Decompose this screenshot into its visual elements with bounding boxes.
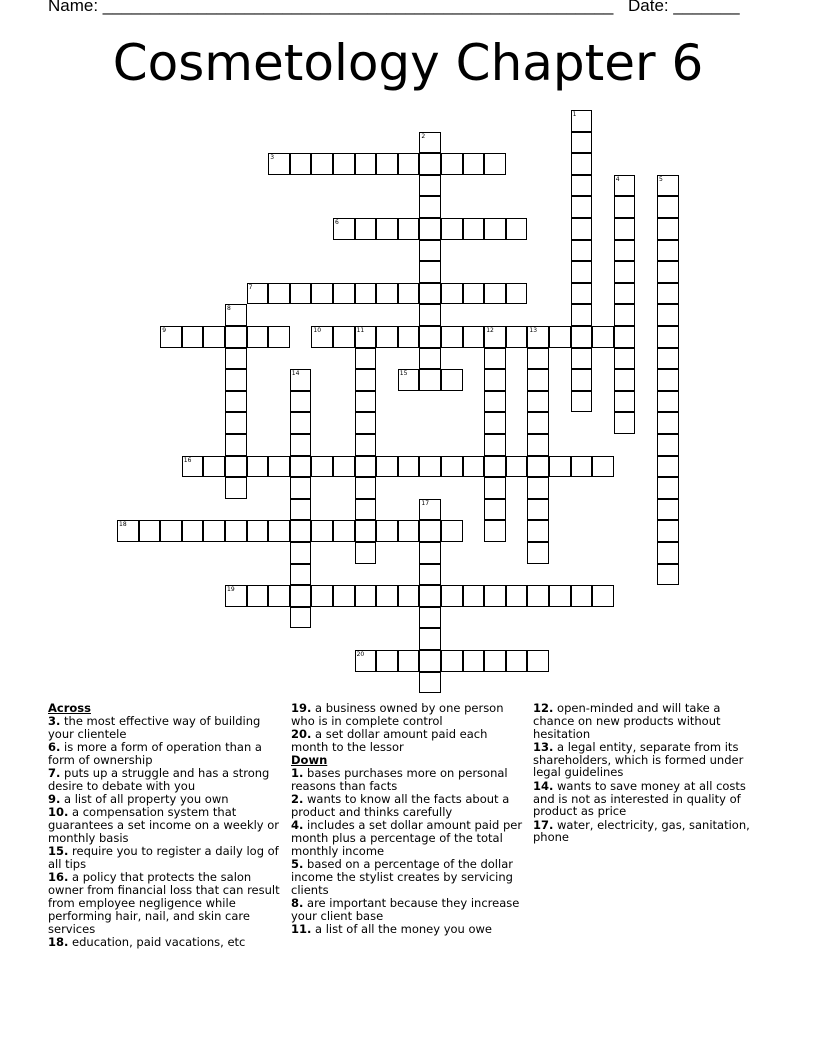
grid-cell[interactable]: [419, 628, 441, 650]
grid-cell[interactable]: [355, 391, 377, 413]
grid-cell[interactable]: [225, 304, 247, 326]
grid-cell[interactable]: [419, 607, 441, 629]
grid-cell[interactable]: [268, 153, 290, 175]
grid-cell[interactable]: [376, 283, 398, 305]
grid-cell[interactable]: [657, 326, 679, 348]
grid-cell[interactable]: [311, 283, 333, 305]
clue-number-8: 8: [227, 305, 231, 313]
grid-cell[interactable]: [441, 326, 463, 348]
clue-number-17: 17: [421, 499, 430, 507]
grid-cell[interactable]: [376, 456, 398, 478]
grid-cell[interactable]: [484, 369, 506, 391]
grid-cell[interactable]: [419, 369, 441, 391]
name-line[interactable]: Name: ______________________________________________________: [48, 0, 614, 15]
grid-cell[interactable]: [398, 326, 420, 348]
across-clue-7: 7. puts up a struggle and has a strong desire to debate with you: [48, 765, 270, 793]
grid-cell[interactable]: [419, 564, 441, 586]
grid-cell[interactable]: [290, 477, 312, 499]
grid-cell[interactable]: [225, 391, 247, 413]
grid-cell[interactable]: [441, 283, 463, 305]
grid-cell[interactable]: [419, 585, 441, 607]
grid-cell[interactable]: [657, 477, 679, 499]
grid-cell[interactable]: [527, 499, 549, 521]
grid-cell[interactable]: [398, 218, 420, 240]
grid-cell[interactable]: [355, 153, 377, 175]
grid-cell[interactable]: [419, 196, 441, 218]
clue-number-12: 12: [486, 327, 494, 334]
grid-cell[interactable]: [398, 456, 420, 478]
grid-cell[interactable]: [182, 326, 204, 348]
grid-cell[interactable]: [614, 218, 636, 240]
grid-cell[interactable]: [463, 283, 485, 305]
grid-cell[interactable]: [247, 585, 269, 607]
grid-cell[interactable]: [657, 196, 679, 218]
across-clue-16: 16. a policy that protects the salon owner from financial loss that can result from employee negligence while performing hair, nail, and skin care services: [48, 870, 280, 936]
clue-number-9: 9: [162, 327, 167, 334]
grid-cell[interactable]: [592, 326, 614, 348]
clue-number-15: 15: [399, 370, 408, 378]
grid-cell[interactable]: [139, 520, 161, 542]
grid-cell[interactable]: [571, 175, 593, 197]
grid-cell[interactable]: [571, 304, 593, 326]
grid-cell[interactable]: [571, 326, 593, 348]
grid-cell[interactable]: [268, 520, 290, 542]
grid-cell[interactable]: [592, 585, 614, 607]
grid-cell[interactable]: [376, 650, 398, 672]
clue-number-1: 1: [572, 111, 577, 118]
grid-cell[interactable]: [614, 196, 636, 218]
grid-cell[interactable]: [268, 283, 290, 305]
grid-cell[interactable]: [376, 585, 398, 607]
grid-cell[interactable]: [268, 326, 290, 348]
grid-cell[interactable]: [484, 434, 506, 456]
grid-cell[interactable]: [441, 218, 463, 240]
grid-cell[interactable]: [398, 585, 420, 607]
grid-cell[interactable]: [571, 218, 593, 240]
down-clue-13: 13. a legal entity, separate from its shareholders, which is formed under legal guidelines: [533, 739, 744, 780]
clue-number-7: 7: [248, 283, 253, 291]
grid-cell[interactable]: [225, 520, 247, 542]
grid-cell[interactable]: [527, 391, 549, 413]
grid-cell[interactable]: [527, 650, 549, 672]
grid-cell[interactable]: [247, 520, 269, 542]
grid-cell[interactable]: [657, 391, 679, 413]
grid-cell[interactable]: [290, 153, 312, 175]
clue-number-2: 2: [421, 132, 426, 140]
grid-cell[interactable]: [657, 369, 679, 391]
grid-cell[interactable]: [657, 434, 679, 456]
grid-cell[interactable]: [441, 650, 463, 672]
grid-cell[interactable]: [268, 456, 290, 478]
grid-cell[interactable]: [484, 520, 506, 542]
grid-cell[interactable]: [398, 520, 420, 542]
down-clue-17: 17. water, electricity, gas, sanitation, phone: [533, 817, 750, 845]
grid-cell[interactable]: [203, 456, 225, 478]
grid-cell[interactable]: [484, 153, 506, 175]
grid-cell[interactable]: [484, 218, 506, 240]
grid-cell[interactable]: [311, 520, 333, 542]
grid-cell[interactable]: [527, 326, 549, 348]
grid-cell[interactable]: [592, 456, 614, 478]
clue-number-19: 19: [227, 586, 235, 594]
grid-cell[interactable]: [571, 391, 593, 413]
grid-cell[interactable]: [506, 283, 528, 305]
grid-cell[interactable]: [419, 304, 441, 326]
grid-cell[interactable]: [571, 153, 593, 175]
grid-cell[interactable]: [419, 650, 441, 672]
grid-cell[interactable]: [225, 585, 247, 607]
grid-cell[interactable]: [571, 283, 593, 305]
grid-cell[interactable]: [484, 391, 506, 413]
grid-cell[interactable]: [419, 520, 441, 542]
down-clue-1: 1. bases purchases more on personal reasons than facts: [291, 765, 508, 793]
grid-cell[interactable]: [571, 132, 593, 154]
grid-cell[interactable]: [225, 456, 247, 478]
grid-cell[interactable]: [225, 348, 247, 370]
grid-cell[interactable]: [419, 175, 441, 197]
grid-cell[interactable]: [398, 153, 420, 175]
grid-cell[interactable]: [484, 585, 506, 607]
grid-cell[interactable]: [571, 456, 593, 478]
grid-cell[interactable]: [657, 218, 679, 240]
grid-cell[interactable]: [419, 132, 441, 154]
grid-cell[interactable]: [311, 456, 333, 478]
across-heading: Across: [48, 701, 91, 715]
grid-cell[interactable]: [290, 434, 312, 456]
grid-cell[interactable]: [311, 326, 333, 348]
page-title: Cosmetology Chapter 6: [112, 34, 704, 92]
header: [48, 0, 740, 16]
grid-cell[interactable]: [398, 369, 420, 391]
grid-cell[interactable]: [225, 434, 247, 456]
grid-cell[interactable]: [225, 326, 247, 348]
grid-cell[interactable]: [614, 283, 636, 305]
grid-cell[interactable]: [290, 542, 312, 564]
grid-cell[interactable]: [527, 348, 549, 370]
grid-cell[interactable]: [355, 499, 377, 521]
grid-cell[interactable]: [355, 283, 377, 305]
grid-cell[interactable]: [527, 412, 549, 434]
grid-cell[interactable]: [355, 456, 377, 478]
grid-cell[interactable]: [506, 218, 528, 240]
grid-cell[interactable]: [527, 542, 549, 564]
grid-cell[interactable]: [355, 218, 377, 240]
grid-cell[interactable]: [333, 326, 355, 348]
across-clue-19: 19. a business owned by one person who is in complete control: [291, 701, 504, 728]
grid-cell[interactable]: [614, 261, 636, 283]
grid-cell[interactable]: [247, 456, 269, 478]
grid-cell[interactable]: [355, 650, 377, 672]
down-clue-14: 14. wants to save money at all costs and is not as interested in quality of product as price: [533, 778, 746, 819]
grid-cell[interactable]: [268, 585, 290, 607]
grid-cell[interactable]: [441, 369, 463, 391]
grid-cell[interactable]: [419, 326, 441, 348]
grid-cell[interactable]: [463, 650, 485, 672]
grid-cell[interactable]: [549, 456, 571, 478]
clue-number-3: 3: [270, 154, 275, 162]
grid-cell[interactable]: [290, 520, 312, 542]
grid-cell[interactable]: [463, 585, 485, 607]
grid-cell[interactable]: [506, 650, 528, 672]
grid-cell[interactable]: [571, 369, 593, 391]
grid-cell[interactable]: [484, 650, 506, 672]
grid-cell[interactable]: [484, 477, 506, 499]
clue-number-16: 16: [183, 456, 192, 464]
grid-cell[interactable]: [290, 564, 312, 586]
grid-cell[interactable]: [657, 456, 679, 478]
grid-cell[interactable]: [355, 542, 377, 564]
grid-cell[interactable]: [657, 499, 679, 521]
grid-cell[interactable]: [419, 283, 441, 305]
grid-cell[interactable]: [290, 499, 312, 521]
clue-number-10: 10: [313, 327, 322, 334]
across-clue-20: 20. a set dollar amount paid each month to the lessor: [291, 727, 488, 754]
grid-cell[interactable]: [484, 348, 506, 370]
clue-number-18: 18: [119, 521, 127, 529]
clues-column-1: [48, 702, 284, 949]
clue-number-13: 13: [529, 327, 538, 334]
grid-cell[interactable]: [247, 326, 269, 348]
grid-cell[interactable]: [484, 326, 506, 348]
down-clue-5: 5. based on a percentage of the dollar income the stylist creates by servicing clients: [291, 857, 513, 897]
grid-cell[interactable]: [527, 434, 549, 456]
grid-cell[interactable]: [419, 542, 441, 564]
grid-cell[interactable]: [419, 348, 441, 370]
grid-cell[interactable]: [484, 283, 506, 305]
grid-cell[interactable]: [657, 261, 679, 283]
grid-cell[interactable]: [419, 218, 441, 240]
grid-cell[interactable]: [333, 585, 355, 607]
grid-cell[interactable]: [441, 153, 463, 175]
grid-cell[interactable]: [614, 326, 636, 348]
grid-cell[interactable]: [571, 240, 593, 262]
grid-cell[interactable]: [290, 607, 312, 629]
clue-number-14: 14: [291, 370, 300, 378]
across-clue-6: 6. is more a form of operation than a form of ownership: [48, 739, 262, 767]
grid-cell[interactable]: [484, 412, 506, 434]
grid-cell[interactable]: [484, 456, 506, 478]
grid-cell[interactable]: [247, 283, 269, 305]
grid-cell[interactable]: [333, 153, 355, 175]
grid-cell[interactable]: [614, 240, 636, 262]
grid-cell[interactable]: [203, 326, 225, 348]
grid-cell[interactable]: [527, 369, 549, 391]
grid-cell[interactable]: [203, 520, 225, 542]
grid-cell[interactable]: [225, 369, 247, 391]
grid-cell[interactable]: [614, 369, 636, 391]
grid-cell[interactable]: [290, 412, 312, 434]
grid-cell[interactable]: [376, 520, 398, 542]
grid-cell[interactable]: [225, 412, 247, 434]
across-clue-3: 3. the most effective way of building your clientele: [48, 713, 261, 741]
grid-cell[interactable]: [160, 520, 182, 542]
grid-cell[interactable]: [614, 391, 636, 413]
grid-cell[interactable]: [614, 304, 636, 326]
clue-number-4: 4: [615, 175, 620, 183]
grid-cell[interactable]: [506, 326, 528, 348]
grid-cell[interactable]: [614, 348, 636, 370]
across-clue-15: 15. require you to register a daily log of all tips: [48, 844, 279, 872]
grid-cell[interactable]: [290, 369, 312, 391]
grid-cell[interactable]: [549, 326, 571, 348]
grid-cell[interactable]: [463, 153, 485, 175]
grid-cell[interactable]: [441, 585, 463, 607]
grid-cell[interactable]: [290, 585, 312, 607]
grid-cell[interactable]: [117, 520, 139, 542]
grid-cell[interactable]: [657, 304, 679, 326]
grid-cell[interactable]: [571, 348, 593, 370]
down-clue-8: 8. are important because they increase your client base: [291, 895, 520, 923]
grid-cell[interactable]: [527, 477, 549, 499]
grid-cell[interactable]: [398, 650, 420, 672]
grid-cell[interactable]: [355, 348, 377, 370]
grid-cell[interactable]: [657, 542, 679, 564]
down-clue-4: 4. includes a set dollar amount paid per month plus a percentage of the total monthly income: [291, 818, 523, 858]
across-clue-18: 18. education, paid vacations, etc: [48, 934, 246, 949]
grid-cell[interactable]: [527, 585, 549, 607]
grid-cell[interactable]: [419, 672, 441, 694]
grid-cell[interactable]: [571, 585, 593, 607]
down-heading: Down: [291, 753, 328, 768]
grid-cell[interactable]: [398, 283, 420, 305]
grid-cell[interactable]: [355, 412, 377, 434]
grid-cell[interactable]: [376, 218, 398, 240]
grid-cell[interactable]: [311, 153, 333, 175]
grid-cell[interactable]: [657, 348, 679, 370]
grid-cell[interactable]: [657, 283, 679, 305]
grid-cell[interactable]: [657, 175, 679, 197]
grid-cell[interactable]: [355, 369, 377, 391]
grid-cell[interactable]: [333, 283, 355, 305]
grid-cell[interactable]: [419, 456, 441, 478]
grid-cell[interactable]: [290, 283, 312, 305]
grid-cell[interactable]: [657, 520, 679, 542]
grid-cell[interactable]: [484, 499, 506, 521]
grid-cell[interactable]: [463, 456, 485, 478]
grid-cell[interactable]: [376, 153, 398, 175]
grid-cell[interactable]: [419, 240, 441, 262]
down-clue-12: 12. open-minded and will take a chance on new products without hesitation: [533, 701, 721, 741]
grid-cell[interactable]: [160, 326, 182, 348]
date-line[interactable]: Date: _______: [628, 0, 740, 15]
grid-cell[interactable]: [290, 456, 312, 478]
grid-cell[interactable]: [311, 585, 333, 607]
grid-cell[interactable]: [355, 585, 377, 607]
grid-cell[interactable]: [355, 434, 377, 456]
clue-number-11: 11: [356, 327, 365, 334]
grid-cell[interactable]: [290, 391, 312, 413]
grid-cell[interactable]: [225, 477, 247, 499]
grid-cell[interactable]: [657, 240, 679, 262]
grid-cell[interactable]: [657, 412, 679, 434]
grid-cell[interactable]: [527, 456, 549, 478]
grid-cell[interactable]: [355, 477, 377, 499]
down-clue-2: 2. wants to know all the facts about a product and thinks carefully: [291, 792, 510, 819]
grid-cell[interactable]: [506, 456, 528, 478]
grid-cell[interactable]: [441, 456, 463, 478]
down-clue-11: 11. a list of all the money you owe: [291, 922, 493, 937]
grid-cell[interactable]: [614, 175, 636, 197]
clue-number-6: 6: [335, 219, 339, 226]
grid-cell[interactable]: [419, 261, 441, 283]
grid-cell[interactable]: [571, 196, 593, 218]
grid-cell[interactable]: [333, 520, 355, 542]
grid-cell[interactable]: [355, 326, 377, 348]
grid-cell[interactable]: [333, 218, 355, 240]
grid-cell[interactable]: [506, 585, 528, 607]
clues-column-3: [533, 702, 758, 845]
grid-cell[interactable]: [419, 153, 441, 175]
grid-cell[interactable]: [657, 564, 679, 586]
grid-cell[interactable]: [571, 110, 593, 132]
grid-cell[interactable]: [527, 520, 549, 542]
across-clue-9: 9. a list of all property you own: [48, 792, 229, 807]
grid-cell[interactable]: [376, 326, 398, 348]
grid-cell[interactable]: [182, 520, 204, 542]
grid-cell[interactable]: [463, 326, 485, 348]
clue-number-20: 20: [356, 651, 365, 658]
grid-cell[interactable]: [571, 261, 593, 283]
grid-cell[interactable]: [614, 412, 636, 434]
across-clue-10: 10. a compensation system that guarantees a set income on a weekly or monthly basis: [48, 805, 280, 845]
grid-cell[interactable]: [441, 520, 463, 542]
grid-cell[interactable]: [549, 585, 571, 607]
grid-cell[interactable]: [463, 218, 485, 240]
grid-cell[interactable]: [333, 456, 355, 478]
grid-cell[interactable]: [419, 499, 441, 521]
clue-number-5: 5: [659, 175, 663, 183]
clues-column-2: [291, 702, 527, 936]
grid-cell[interactable]: [355, 520, 377, 542]
grid-cell[interactable]: [182, 456, 204, 478]
